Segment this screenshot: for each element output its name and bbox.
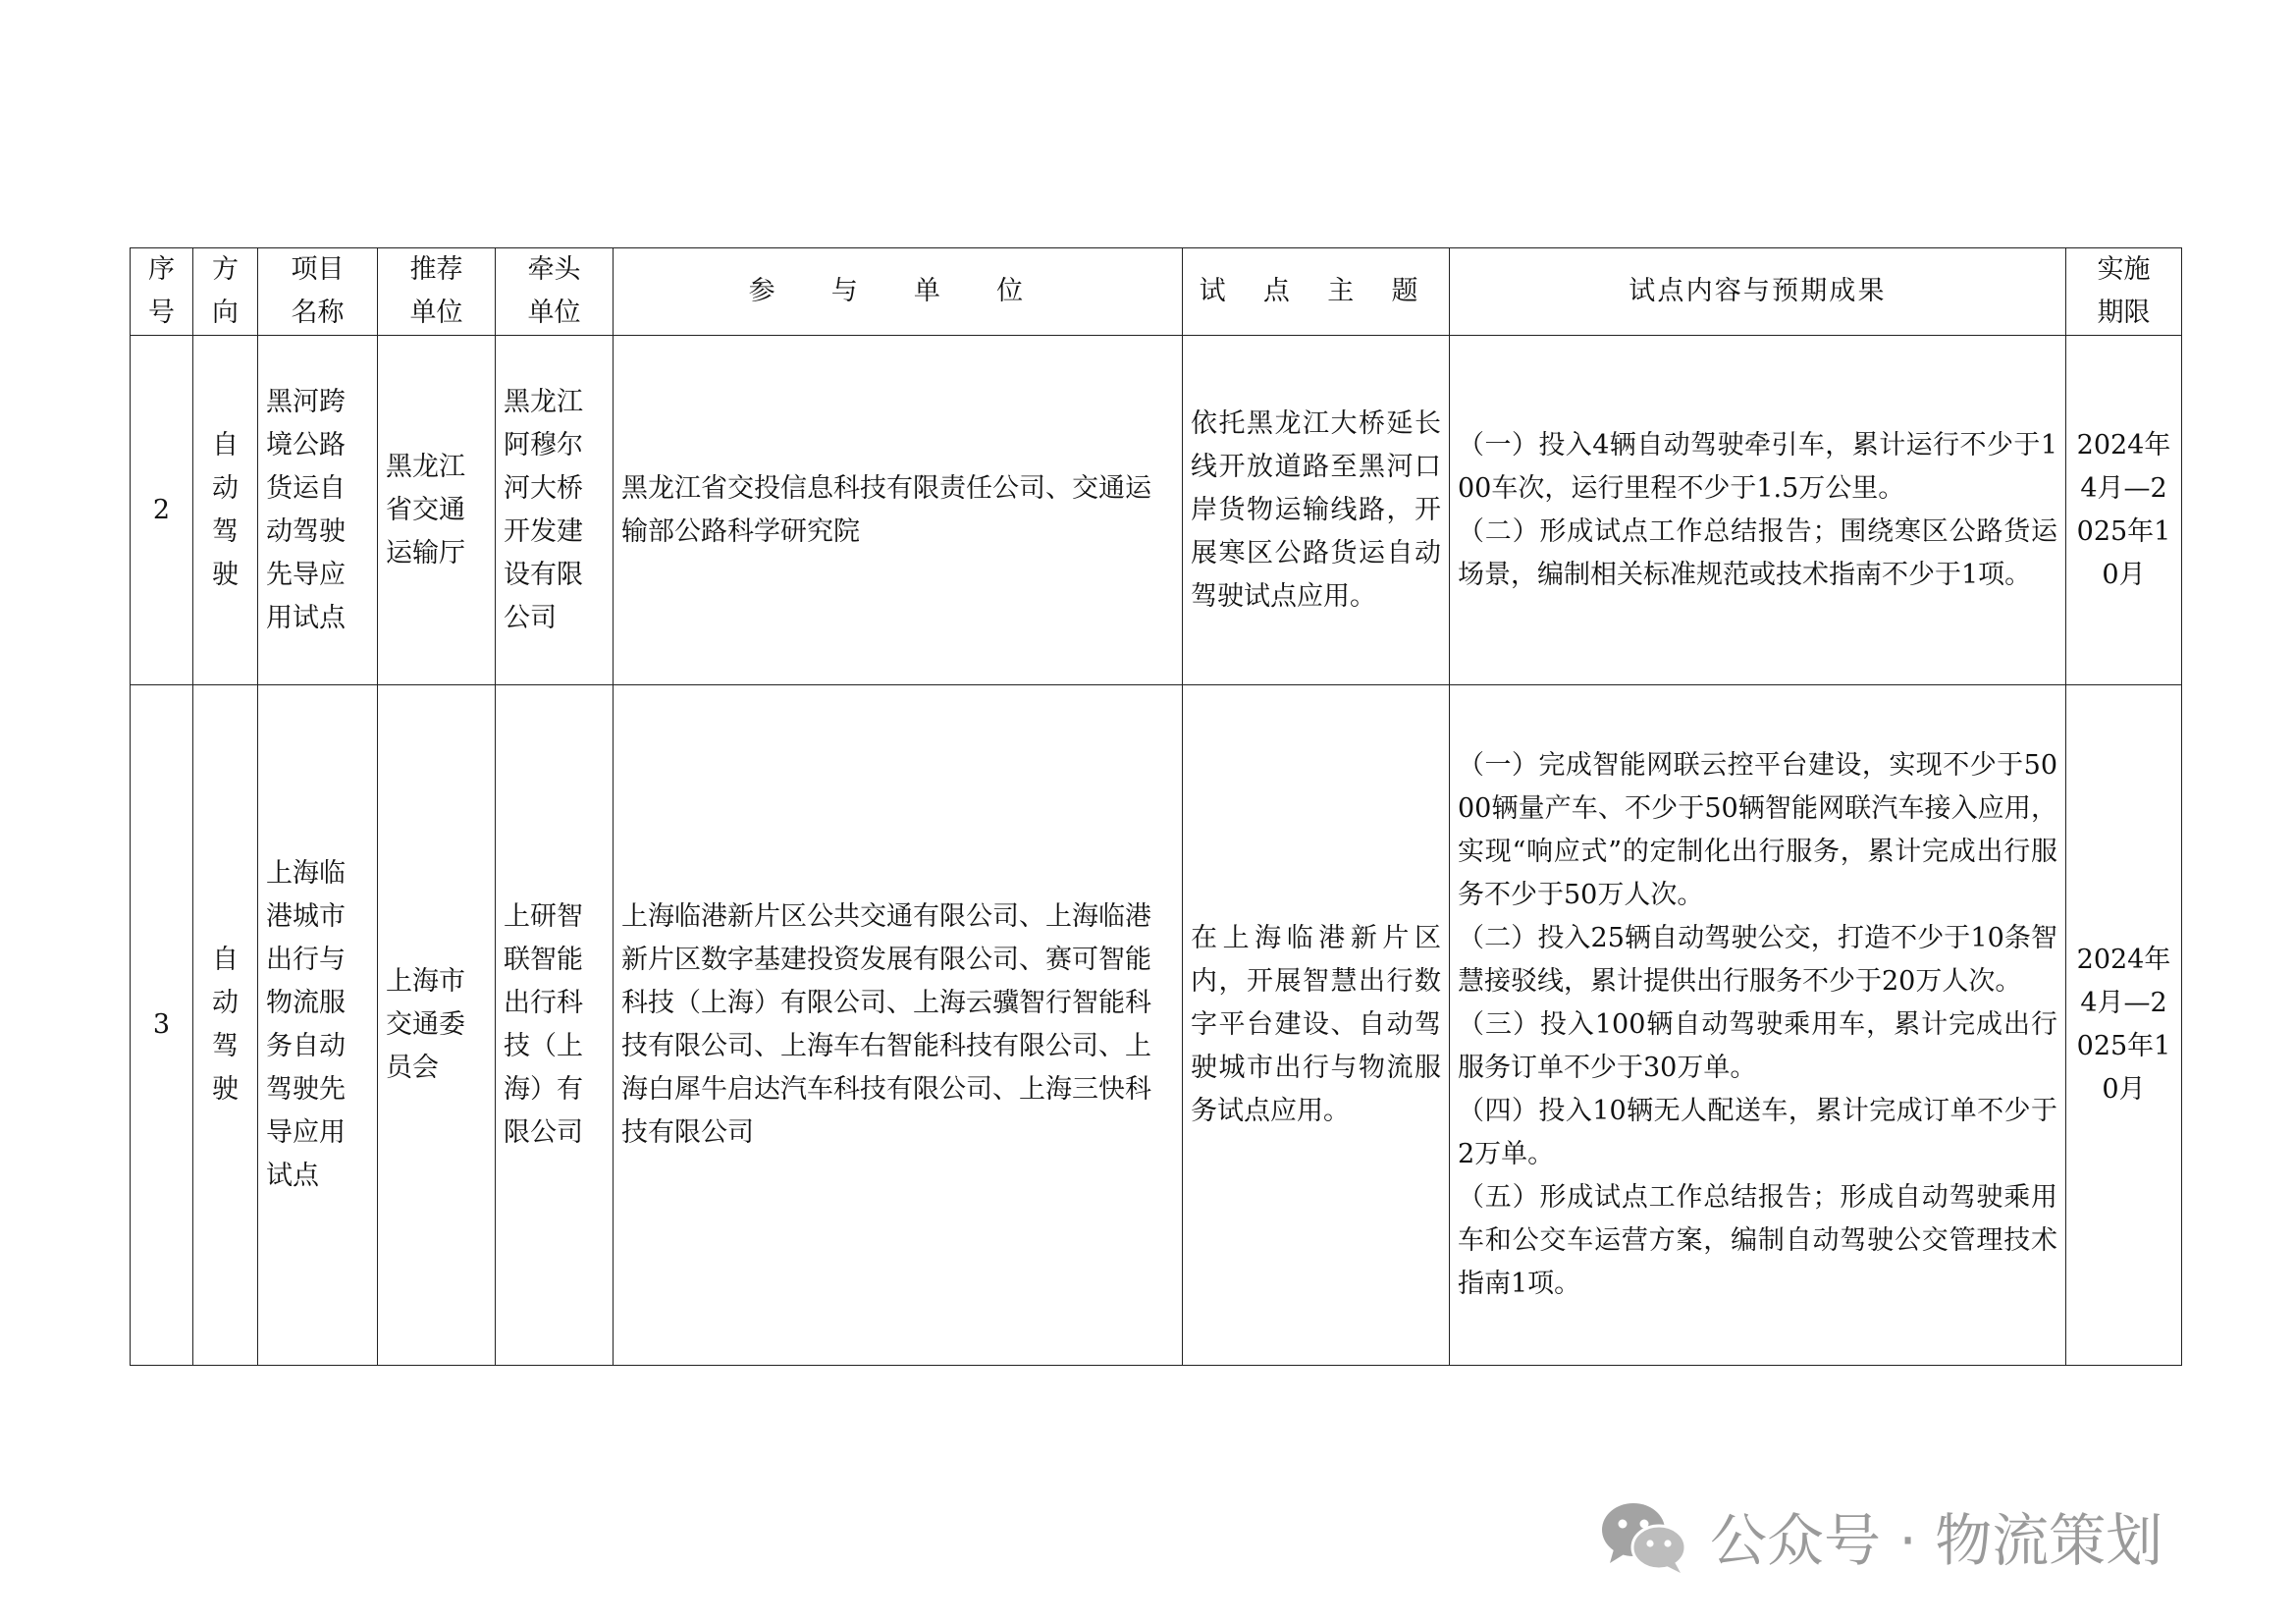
- cell-recommender: 上海市交通委员会: [378, 685, 496, 1366]
- cell-content: [1450, 685, 2066, 1366]
- cell-direction: 自动驾驶: [193, 336, 258, 685]
- content-item: （一）投入4辆自动驾驶牵引车，累计运行不少于100车次，运行里程不少于1.5万公里。: [1458, 429, 2057, 504]
- pilot-projects-table: [130, 247, 2182, 1366]
- cell-content: [1450, 336, 2066, 685]
- watermark: [1598, 1494, 2163, 1577]
- header-recommender: 推荐单位: [378, 248, 496, 336]
- content-item: （三）投入100辆自动驾驶乘用车，累计完成出行服务订单不少于30万单。: [1458, 1009, 2057, 1083]
- header-theme: 试 点 主 题: [1183, 248, 1450, 336]
- cell-period: 2024年4月—2025年10月: [2066, 685, 2182, 1366]
- header-project: 项目名称: [258, 248, 378, 336]
- table-row: [131, 685, 2182, 1366]
- content-item: （二）形成试点工作总结报告；围绕寒区公路货运场景，编制相关标准规范或技术指南不少于1项。: [1458, 515, 2057, 590]
- cell-period: 2024年4月—2025年10月: [2066, 336, 2182, 685]
- header-lead: 牵头单位: [496, 248, 614, 336]
- header-row: [131, 248, 2182, 336]
- cell-participants: 黑龙江省交投信息科技有限责任公司、交通运输部公路科学研究院: [614, 336, 1183, 685]
- header-participants: 参 与 单 位: [614, 248, 1183, 336]
- table-row: [131, 336, 2182, 685]
- watermark-text: 公众号 · 物流策划: [1710, 1507, 2163, 1574]
- content-item: （一）完成智能网联云控平台建设，实现不少于5000辆量产车、不少于50辆智能网联汽车接入应用，实现“响应式”的定制化出行服务，累计完成出行服务不少于50万人次。: [1458, 750, 2057, 910]
- cell-no: 3: [131, 685, 193, 1366]
- cell-theme: 在上海临港新片区内，开展智慧出行数字平台建设、自动驾驶城市出行与物流服务试点应用。: [1183, 685, 1450, 1366]
- header-content: 试点内容与预期成果: [1450, 248, 2066, 336]
- cell-recommender: 黑龙江省交通运输厅: [378, 336, 496, 685]
- wechat-icon: [1598, 1496, 1688, 1575]
- header-no: 序号: [131, 248, 193, 336]
- content-item: （四）投入10辆无人配送车，累计完成订单不少于2万单。: [1458, 1096, 2057, 1169]
- content-item: （五）形成试点工作总结报告；形成自动驾驶乘用车和公交车运营方案，编制自动驾驶公交管理技术指南1项。: [1458, 1182, 2057, 1299]
- cell-project: 黑河跨境公路货运自动驾驶先导应用试点: [258, 336, 378, 685]
- content-item: （二）投入25辆自动驾驶公交，打造不少于10条智慧接驳线，累计提供出行服务不少于20万人次。: [1458, 923, 2057, 997]
- cell-theme: 依托黑龙江大桥延长线开放道路至黑河口岸货物运输线路，开展寒区公路货运自动驾驶试点应用。: [1183, 336, 1450, 685]
- header-period: 实施期限: [2066, 248, 2182, 336]
- cell-project: 上海临港城市出行与物流服务自动驾驶先导应用试点: [258, 685, 378, 1366]
- cell-direction: 自动驾驶: [193, 685, 258, 1366]
- cell-participants: 上海临港新片区公共交通有限公司、上海临港新片区数字基建投资发展有限公司、赛可智能科技（上海）有限公司、上海云骥智行智能科技有限公司、上海车右智能科技有限公司、上海白犀牛启达汽车科技有限公司、上海三快科技有限公司: [614, 685, 1183, 1366]
- cell-no: 2: [131, 336, 193, 685]
- header-direction: 方向: [193, 248, 258, 336]
- cell-lead: 黑龙江阿穆尔河大桥开发建设有限公司: [496, 336, 614, 685]
- cell-lead: 上研智联智能出行科技（上海）有限公司: [496, 685, 614, 1366]
